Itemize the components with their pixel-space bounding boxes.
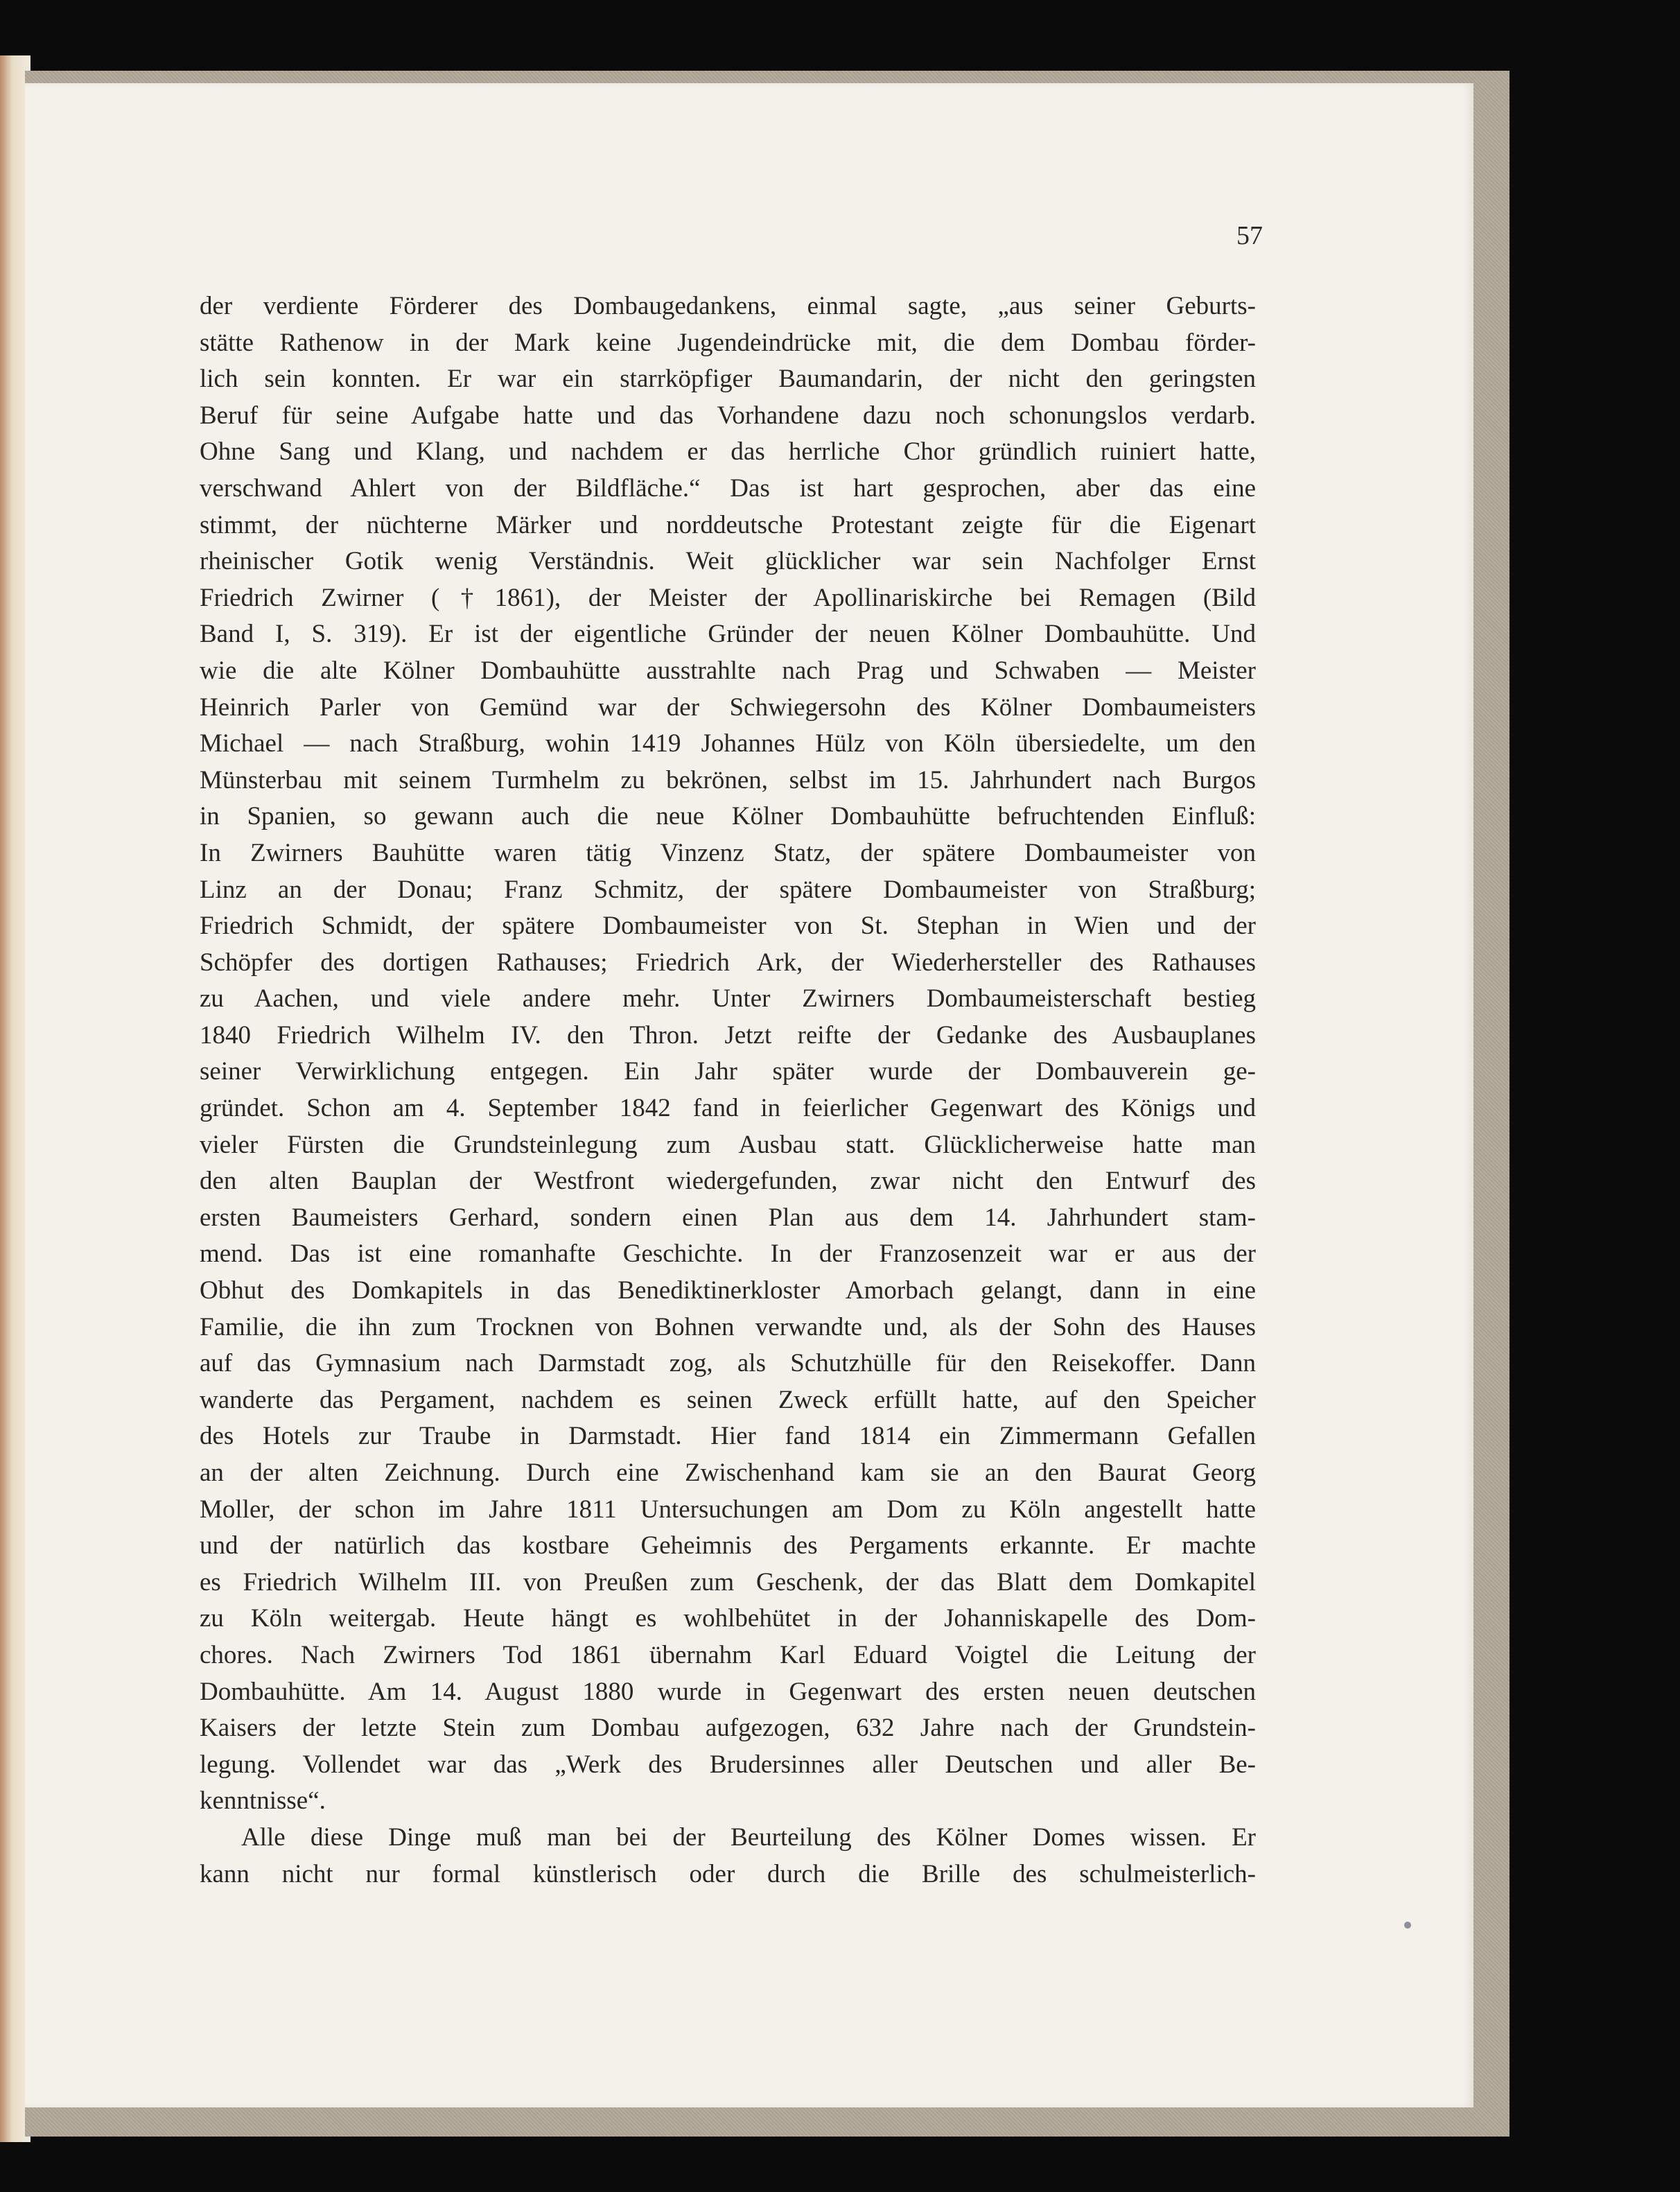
text-line: zu Aachen, und viele andere mehr. Unter Zwirners Dombaumeisterschaft bestieg [200, 984, 1256, 1014]
text-line: des Hotels zur Traube in Darmstadt. Hier fand 1814 ein Zimmermann Gefallen [200, 1422, 1256, 1451]
text-line: stätte Rathenow in der Mark keine Jugendeindrücke mit, die dem Dombau förder- [200, 328, 1256, 357]
text-line: mend. Das ist eine romanhafte Geschichte. In der Franzosenzeit war er aus der [200, 1239, 1256, 1269]
text-line: Familie, die ihn zum Trocknen von Bohnen verwandte und, als der Sohn des Hauses [200, 1312, 1256, 1341]
text-line: Linz an der Donau; Franz Schmitz, der spätere Dombaumeister von Straßburg; [200, 875, 1256, 904]
text-line: Ohne Sang und Klang, und nachdem er das herrliche Chor gründlich ruiniert hatte, [200, 437, 1256, 467]
text-line: In Zwirners Bauhütte waren tätig Vinzenz Statz, der spätere Dombaumeister von [200, 838, 1256, 867]
text-line: 1840 Friedrich Wilhelm IV. den Thron. Jetzt reifte der Gedanke des Ausbauplanes [200, 1020, 1256, 1050]
text-line: Schöpfer des dortigen Rathauses; Friedrich Ark, der Wiederhersteller des Rathauses [200, 948, 1256, 977]
text-line: rheinischer Gotik wenig Verständnis. Weit glücklicher war sein Nachfolger Ernst [200, 547, 1256, 576]
paragraph-end-line: kenntnisse“. [200, 1786, 326, 1816]
text-line: lich sein konnten. Er war ein starrköpfiger Baumandarin, der nicht den geringsten [200, 365, 1256, 394]
text-line: Heinrich Parler von Gemünd war der Schwiegersohn des Kölner Dombaumeisters [200, 693, 1256, 722]
text-line: chores. Nach Zwirners Tod 1861 übernahm Karl Eduard Voigtel die Leitung der [200, 1640, 1256, 1669]
text-line: Moller, der schon im Jahre 1811 Untersuchungen am Dom zu Köln angestellt hatte [200, 1495, 1256, 1524]
text-line: der verdiente Förderer des Dombaugedankens, einmal sagte, „aus seiner Geburts- [200, 292, 1256, 320]
paper-fleck [1404, 1922, 1411, 1929]
text-line: in Spanien, so gewann auch die neue Kölner Dombauhütte befruchtenden Einfluß: [200, 802, 1256, 831]
text-line: Friedrich Schmidt, der spätere Dombaumeister von St. Stephan in Wien und der [200, 912, 1256, 941]
text-line: verschwand Ahlert von der Bildfläche.“ Das ist hart gesprochen, aber das eine [200, 473, 1256, 503]
text-line: wie die alte Kölner Dombauhütte ausstrahlte nach Prag und Schwaben — Meister [200, 656, 1256, 685]
text-line: auf das Gymnasium nach Darmstadt zog, als Schutzhülle für den Reisekoffer. Dann [200, 1349, 1256, 1378]
text-line: seiner Verwirklichung entgegen. Ein Jahr später wurde der Dombauverein ge- [200, 1057, 1256, 1086]
text-line: es Friedrich Wilhelm III. von Preußen zum Geschenk, der das Blatt dem Domkapitel [200, 1567, 1256, 1597]
text-line: vieler Fürsten die Grundsteinlegung zum Ausbau statt. Glücklicherweise hatte man [200, 1130, 1256, 1159]
body-text [200, 288, 1256, 1893]
text-line: ersten Baumeisters Gerhard, sondern einen Plan aus dem 14. Jahrhundert stam- [200, 1203, 1256, 1232]
text-line: an der alten Zeichnung. Durch eine Zwischenhand kam sie an den Baurat Georg [200, 1459, 1256, 1487]
text-line: den alten Bauplan der Westfront wiedergefunden, zwar nicht den Entwurf des [200, 1167, 1256, 1196]
text-line: Band I, S. 319). Er ist der eigentliche Gründer der neuen Kölner Dombauhütte. Und [200, 620, 1256, 649]
text-line: Kaisers der letzte Stein zum Dombau aufgezogen, 632 Jahre nach der Grundstein- [200, 1714, 1256, 1743]
text-line: Friedrich Zwirner (†1861), der Meister der Apollinariskirche bei Remagen (Bild [200, 583, 1256, 612]
text-line: wanderte das Pergament, nachdem es seinen Zweck erfüllt hatte, auf den Speicher [200, 1385, 1256, 1414]
text-line: gründet. Schon am 4. September 1842 fand in feierlicher Gegenwart des Königs und [200, 1094, 1256, 1123]
text-line: kann nicht nur formal künstlerisch oder durch die Brille des schulmeisterlich- [200, 1859, 1256, 1888]
text-line: und der natürlich das kostbare Geheimnis des Pergaments erkannte. Er machte [200, 1531, 1256, 1560]
text-line: zu Köln weitergab. Heute hängt es wohlbehütet in der Johanniskapelle des Dom- [200, 1604, 1256, 1633]
text-line: legung. Vollendet war das „Werk des Brudersinnes aller Deutschen und aller Be- [200, 1750, 1256, 1779]
paragraph-start-line: Alle diese Dinge muß man bei der Beurteilung des Kölner Domes wissen. Er [241, 1823, 1256, 1852]
text-line: Obhut des Domkapitels in das Benediktinerkloster Amorbach gelangt, dann in eine [200, 1276, 1256, 1305]
text-line: Münsterbau mit seinem Turmhelm zu bekrönen, selbst im 15. Jahrhundert nach Burgos [200, 765, 1256, 794]
page-number: 57 [1236, 221, 1263, 250]
text-line: stimmt, der nüchterne Märker und norddeutsche Protestant zeigte für die Eigenart [200, 510, 1256, 539]
text-line: Michael — nach Straßburg, wohin 1419 Johannes Hülz von Köln übersiedelte, um den [200, 729, 1256, 758]
text-line: Dombauhütte. Am 14. August 1880 wurde in Gegenwart des ersten neuen deutschen [200, 1677, 1256, 1706]
text-line: Beruf für seine Aufgabe hatte und das Vorhandene dazu noch schonungslos verdarb. [200, 401, 1256, 430]
